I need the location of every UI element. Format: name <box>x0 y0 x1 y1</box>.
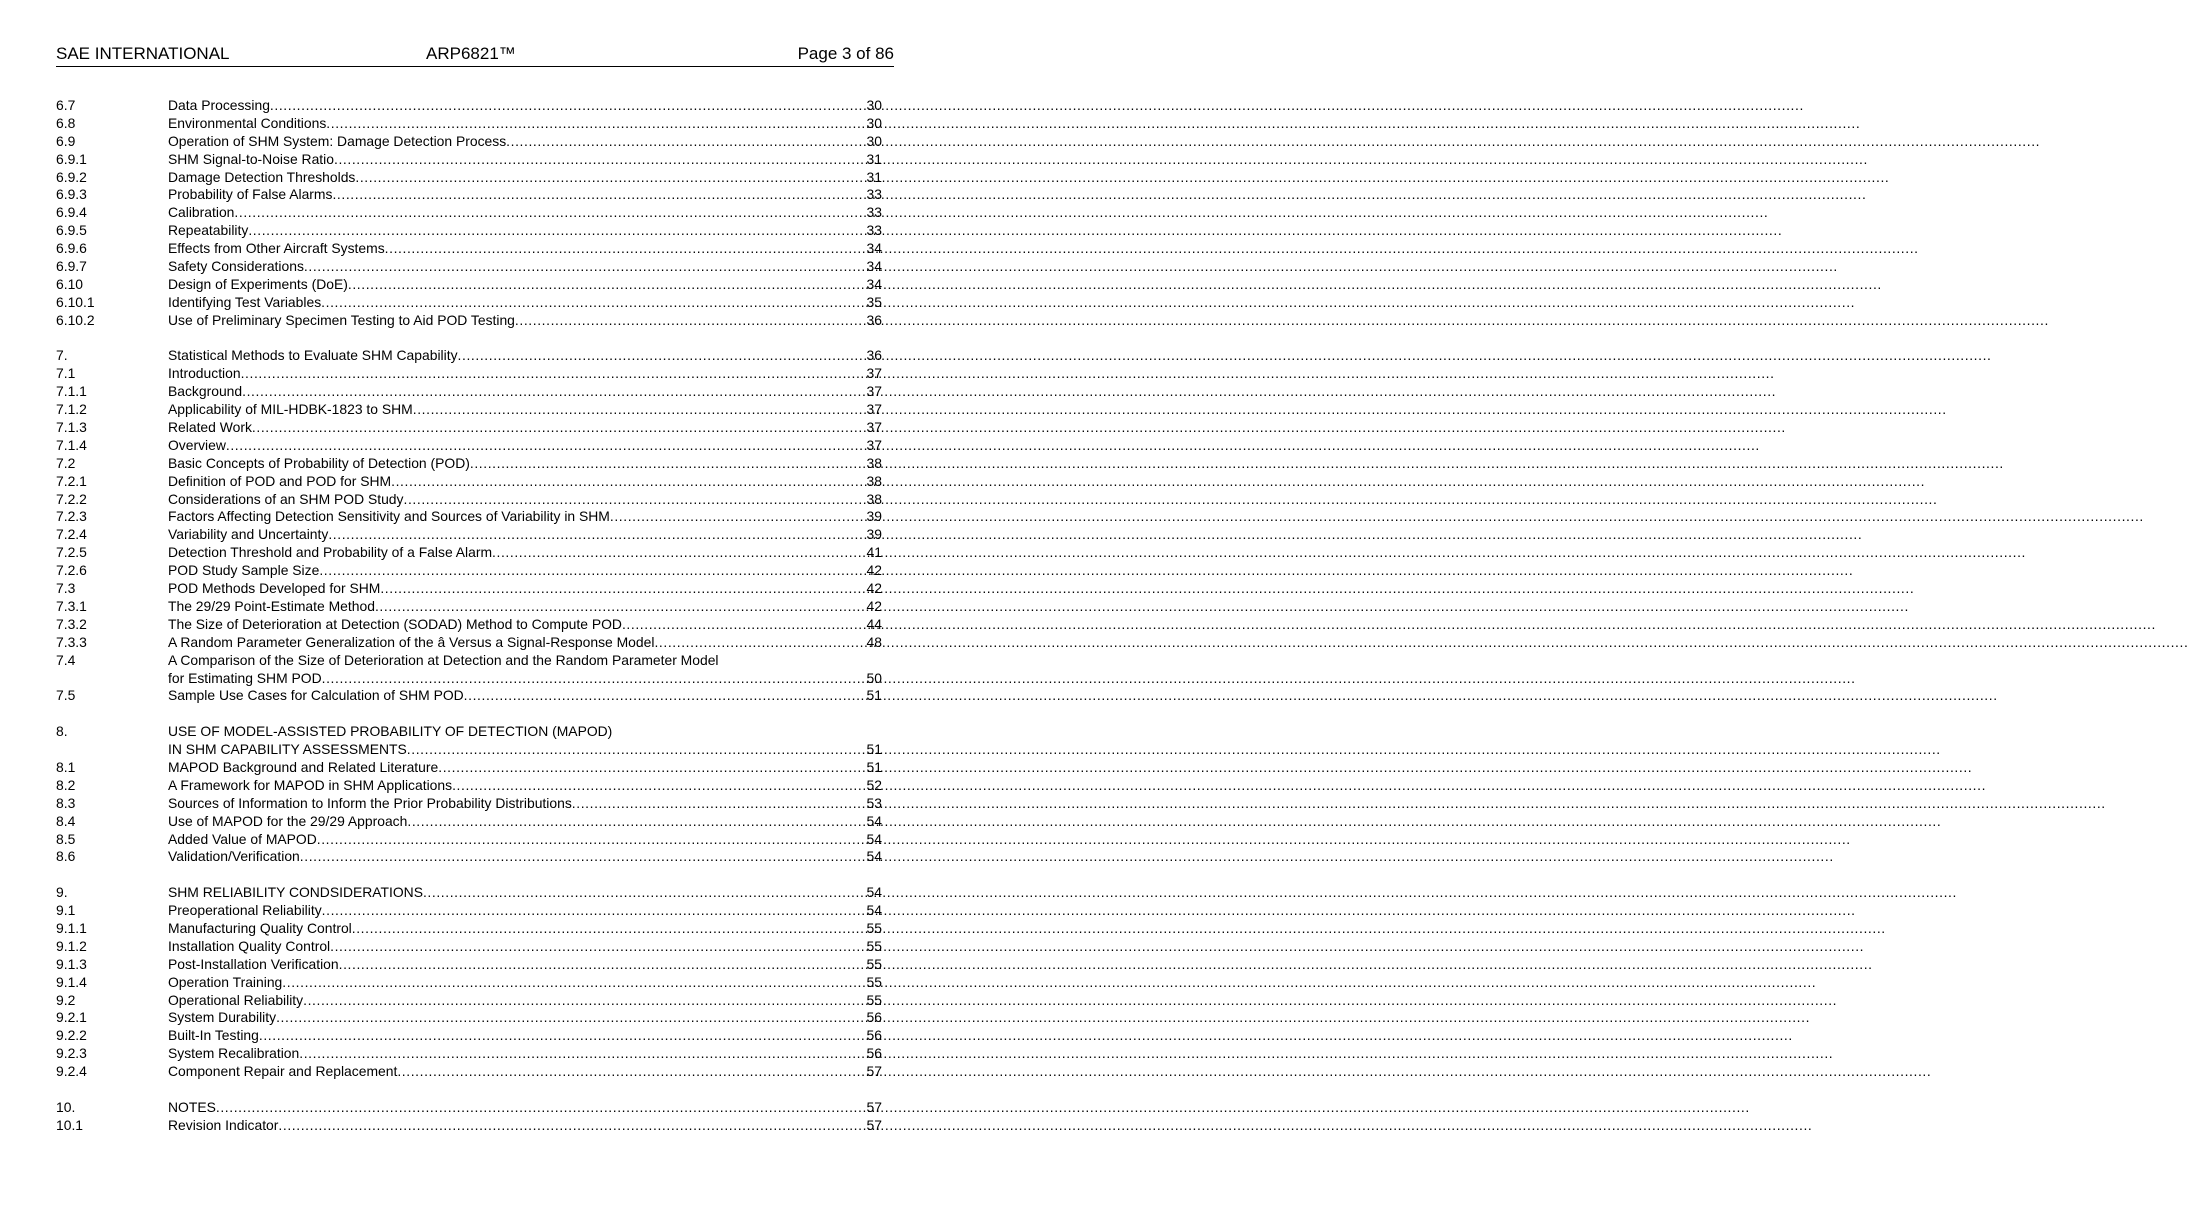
toc-entry[interactable] <box>56 133 882 151</box>
section-title: Considerations of an SHM POD Study <box>168 490 404 507</box>
section-number: 7.1.2 <box>56 401 87 418</box>
page-header <box>56 44 894 67</box>
page-number: 30 <box>866 132 882 149</box>
section-title: Added Value of MAPOD <box>168 830 317 847</box>
section-number: 6.9.4 <box>56 204 87 221</box>
page-number: 38 <box>866 454 882 471</box>
section-number: 7.3 <box>56 580 76 597</box>
dot-leader <box>234 204 864 222</box>
page-number: 56 <box>866 1045 882 1062</box>
toc-entry[interactable] <box>56 473 882 491</box>
page-number: 55 <box>866 991 882 1008</box>
dot-leader <box>397 1063 864 1081</box>
section-number: 6.9 <box>56 132 76 149</box>
section-title: Applicability of MIL-HDBK-1823 to SHM <box>168 401 413 418</box>
dot-leader <box>334 151 864 169</box>
section-number: 7.2.5 <box>56 544 87 561</box>
page-number: 54 <box>866 884 882 901</box>
section-title: Detection Threshold and Probability of a False Alarm <box>168 544 493 561</box>
publisher-name: SAE INTERNATIONAL <box>56 44 230 63</box>
section-number: 7.2.3 <box>56 508 87 525</box>
page-number: 35 <box>866 293 882 310</box>
toc-entry[interactable] <box>56 938 882 956</box>
section-number: 7.3.2 <box>56 615 87 632</box>
section-number: 9.2.1 <box>56 1009 87 1026</box>
page-number: 37 <box>866 419 882 436</box>
toc-entry[interactable] <box>56 992 882 1010</box>
page-number: 34 <box>866 240 882 257</box>
toc-entry[interactable] <box>56 956 882 974</box>
toc-entry[interactable] <box>56 1009 882 1027</box>
dot-leader <box>407 741 864 759</box>
section-title: Post-Installation Verification <box>168 955 339 972</box>
section-number: 6.9.2 <box>56 168 87 185</box>
section-number: 7.2.4 <box>56 526 87 543</box>
section-title-continued: for Estimating SHM POD <box>168 669 322 686</box>
section-title: Safety Considerations <box>168 258 304 275</box>
section-title: Variability and Uncertainty <box>168 526 329 543</box>
toc-entry[interactable] <box>56 598 882 616</box>
dot-leader <box>322 670 864 688</box>
page-number: 55 <box>866 919 882 936</box>
dot-leader <box>326 115 864 133</box>
section-number: 7.1.1 <box>56 383 87 400</box>
toc-entry[interactable] <box>56 848 882 866</box>
page-number: 48 <box>866 633 882 650</box>
toc-entry[interactable] <box>56 151 882 169</box>
page-number: 31 <box>866 150 882 167</box>
dot-leader <box>403 491 864 509</box>
section-number: 9.1.4 <box>56 973 87 990</box>
page-number: 37 <box>866 365 882 382</box>
section-title: Overview <box>168 436 226 453</box>
section-title: SHM Signal-to-Noise Ratio <box>168 150 334 167</box>
toc-entry[interactable] <box>56 544 882 562</box>
section-number: 10.1 <box>56 1116 84 1133</box>
dot-leader <box>622 616 864 634</box>
dot-leader <box>303 992 864 1010</box>
page-number: 51 <box>866 687 882 704</box>
dot-leader <box>282 974 864 992</box>
dot-leader <box>380 580 864 598</box>
toc-entry[interactable] <box>56 1117 882 1135</box>
toc-entry[interactable] <box>56 312 882 330</box>
section-number: 8.5 <box>56 830 76 847</box>
toc-entry[interactable] <box>56 115 882 133</box>
dot-leader <box>515 312 864 330</box>
toc-entry[interactable] <box>56 1063 882 1081</box>
dot-leader <box>242 383 864 401</box>
toc-entry[interactable] <box>56 294 882 312</box>
section-title: Environmental Conditions <box>168 114 327 131</box>
page-number: 54 <box>866 902 882 919</box>
toc-entry[interactable] <box>56 97 882 115</box>
dot-leader <box>276 1009 864 1027</box>
page-number: 39 <box>866 526 882 543</box>
section-title: Introduction <box>168 365 241 382</box>
page-number: 37 <box>866 383 882 400</box>
section-number: 7.2.1 <box>56 472 87 489</box>
toc-entry[interactable] <box>56 616 882 634</box>
dot-leader <box>610 508 864 526</box>
page-number: 50 <box>866 669 882 686</box>
section-number: 6.10.2 <box>56 311 95 328</box>
section-number: 6.9.6 <box>56 240 87 257</box>
toc-entry[interactable] <box>56 347 882 365</box>
section-number: 9.2.4 <box>56 1063 87 1080</box>
section-title: Repeatability <box>168 222 249 239</box>
dot-leader <box>259 1027 864 1045</box>
dot-leader <box>241 365 864 383</box>
section-title: Operational Reliability <box>168 991 304 1008</box>
section-number: 7.3.3 <box>56 633 87 650</box>
section-number: 9.1.2 <box>56 937 87 954</box>
dot-leader <box>438 759 864 777</box>
toc-entry[interactable] <box>56 401 882 419</box>
section-number: 8.6 <box>56 848 76 865</box>
section-title: Validation/Verification <box>168 848 300 865</box>
section-title: A Random Parameter Generalization of the â Versus a Signal-Response Model <box>168 633 655 650</box>
section-number: 8.4 <box>56 812 76 829</box>
section-title: Revision Indicator <box>168 1116 279 1133</box>
section-title: A Comparison of the Size of Deterioration at Detection and the Random Parameter Model <box>168 651 719 668</box>
dot-leader <box>464 687 864 705</box>
dot-leader <box>492 544 864 562</box>
section-number: 9.2.2 <box>56 1027 87 1044</box>
section-title: Statistical Methods to Evaluate SHM Capability <box>168 347 458 364</box>
section-title: Preoperational Reliability <box>168 902 322 919</box>
section-number: 7. <box>56 347 68 364</box>
dot-leader <box>407 813 864 831</box>
section-number: 7.3.1 <box>56 597 87 614</box>
dot-leader <box>328 526 864 544</box>
section-number: 8.1 <box>56 758 76 775</box>
toc-entry[interactable] <box>56 419 882 437</box>
section-number: 6.7 <box>56 97 76 113</box>
page-number: 37 <box>866 401 882 418</box>
toc-entry-continuation[interactable] <box>56 741 882 759</box>
page-number: 42 <box>866 562 882 579</box>
dot-leader <box>654 634 864 652</box>
page-number: 57 <box>866 1063 882 1080</box>
section-title: MAPOD Background and Related Literature <box>168 758 439 775</box>
toc-entry[interactable] <box>56 240 882 258</box>
section-title: Effects from Other Aircraft Systems <box>168 240 385 257</box>
section-number: 6.10 <box>56 275 84 292</box>
page-number: 54 <box>866 830 882 847</box>
dot-leader <box>304 258 864 276</box>
page-number: 57 <box>866 1098 882 1115</box>
dot-leader <box>355 169 864 187</box>
toc-entry[interactable] <box>56 723 882 741</box>
section-title: Definition of POD and POD for SHM <box>168 472 392 489</box>
section-number: 6.9.3 <box>56 186 87 203</box>
toc-entry[interactable] <box>56 1027 882 1045</box>
dot-leader <box>470 455 864 473</box>
section-title: SHM RELIABILITY CONDSIDERATIONS <box>168 884 423 901</box>
toc-entry[interactable] <box>56 258 882 276</box>
toc-entry-continuation[interactable] <box>56 670 882 688</box>
dot-leader <box>317 831 864 849</box>
page-number: 56 <box>866 1027 882 1044</box>
section-title: USE OF MODEL-ASSISTED PROBABILITY OF DETECTION (MAPOD) <box>168 723 613 740</box>
section-title: Calibration <box>168 204 235 221</box>
section-number: 7.2.6 <box>56 562 87 579</box>
dot-leader <box>506 133 864 151</box>
toc-entry[interactable] <box>56 813 882 831</box>
dot-leader <box>330 938 864 956</box>
section-number: 6.9.5 <box>56 222 87 239</box>
dot-leader <box>348 276 864 294</box>
section-title: The 29/29 Point-Estimate Method <box>168 597 375 614</box>
section-number: 9.1.1 <box>56 919 87 936</box>
section-title: System Recalibration <box>168 1045 300 1062</box>
toc-entry[interactable] <box>56 383 882 401</box>
toc-entry[interactable] <box>56 634 882 652</box>
dot-leader <box>322 902 864 920</box>
section-title: Related Work <box>168 419 252 436</box>
section-number: 7.5 <box>56 687 76 704</box>
section-title: The Size of Deterioration at Detection (SODAD) Method to Compute POD <box>168 615 622 632</box>
dot-leader <box>270 97 864 115</box>
toc-entry[interactable] <box>56 222 882 240</box>
toc-entry[interactable] <box>56 759 882 777</box>
dot-leader <box>299 1045 864 1063</box>
toc-entry[interactable] <box>56 795 882 813</box>
section-title: Component Repair and Replacement <box>168 1063 398 1080</box>
dot-leader <box>248 222 864 240</box>
section-title: Basic Concepts of Probability of Detection (POD) <box>168 454 470 471</box>
dot-leader <box>413 401 864 419</box>
page-number: 51 <box>866 758 882 775</box>
table-of-contents <box>56 97 882 1135</box>
toc-entry[interactable] <box>56 169 882 187</box>
section-title: Factors Affecting Detection Sensitivity and Sources of Variability in SHM <box>168 508 610 525</box>
toc-entry[interactable] <box>56 204 882 222</box>
section-number: 6.8 <box>56 114 76 131</box>
section-number: 7.2 <box>56 454 76 471</box>
page-number: 51 <box>866 741 882 758</box>
document-number: ARP6821™ <box>426 44 516 63</box>
page-number: 55 <box>866 937 882 954</box>
page-number: 33 <box>866 204 882 221</box>
toc-entry[interactable] <box>56 580 882 598</box>
section-title: Background <box>168 383 243 400</box>
dot-leader <box>572 795 864 813</box>
page-number: 38 <box>866 490 882 507</box>
section-title: Use of MAPOD for the 29/29 Approach <box>168 812 408 829</box>
dot-leader <box>375 598 864 616</box>
page-number: 38 <box>866 472 882 489</box>
dot-leader <box>216 1099 864 1117</box>
toc-entry[interactable] <box>56 562 882 580</box>
toc-entry[interactable] <box>56 508 882 526</box>
section-title: Installation Quality Control <box>168 937 331 954</box>
section-number: 6.9.7 <box>56 258 87 275</box>
section-title: NOTES <box>168 1098 216 1115</box>
dot-leader <box>458 347 864 365</box>
toc-entry[interactable] <box>56 687 882 705</box>
page-number: 31 <box>866 168 882 185</box>
section-number: 7.1 <box>56 365 76 382</box>
page-number: 34 <box>866 258 882 275</box>
section-title: POD Methods Developed for SHM <box>168 580 381 597</box>
section-title: Probability of False Alarms <box>168 186 333 203</box>
page-number: 53 <box>866 794 882 811</box>
section-number: 7.4 <box>56 651 76 668</box>
page-number: 30 <box>866 114 882 131</box>
section-number: 8.2 <box>56 776 76 793</box>
toc-entry[interactable] <box>56 884 882 902</box>
dot-leader <box>319 562 864 580</box>
toc-entry[interactable] <box>56 777 882 795</box>
section-number: 6.10.1 <box>56 293 95 310</box>
section-number: 9.1.3 <box>56 955 87 972</box>
section-title: Manufacturing Quality Control <box>168 919 352 936</box>
section-number: 9. <box>56 884 68 901</box>
page-number: 34 <box>866 275 882 292</box>
toc-entry[interactable] <box>56 920 882 938</box>
page-number: 36 <box>866 347 882 364</box>
section-number: 6.9.1 <box>56 150 87 167</box>
toc-entry[interactable] <box>56 902 882 920</box>
section-title: System Durability <box>168 1009 277 1026</box>
section-title: Design of Experiments (DoE) <box>168 275 348 292</box>
dot-leader <box>452 777 864 795</box>
section-title: POD Study Sample Size <box>168 562 320 579</box>
page-number: 30 <box>866 97 882 113</box>
toc-entry[interactable] <box>56 365 882 383</box>
section-number: 7.1.3 <box>56 419 87 436</box>
dot-leader <box>352 920 864 938</box>
section-number: 8. <box>56 723 68 740</box>
dot-leader <box>300 848 864 866</box>
section-number: 8.3 <box>56 794 76 811</box>
section-title: Operation of SHM System: Damage Detection Process <box>168 132 507 149</box>
section-title: Damage Detection Thresholds <box>168 168 356 185</box>
dot-leader <box>385 240 864 258</box>
page-number: 42 <box>866 580 882 597</box>
section-title: Sources of Information to Inform the Prior Probability Distributions <box>168 794 572 811</box>
dot-leader <box>321 294 864 312</box>
page-number: 56 <box>866 1009 882 1026</box>
page-number: 41 <box>866 544 882 561</box>
section-title: Use of Preliminary Specimen Testing to Aid POD Testing <box>168 311 515 328</box>
toc-entry[interactable] <box>56 652 882 670</box>
page-number: 57 <box>866 1116 882 1133</box>
dot-leader <box>423 884 864 902</box>
toc-entry[interactable] <box>56 437 882 455</box>
page-number: 54 <box>866 812 882 829</box>
section-number: 7.1.4 <box>56 436 87 453</box>
page-number: 36 <box>866 311 882 328</box>
page-number: 54 <box>866 848 882 865</box>
section-title: Sample Use Cases for Calculation of SHM POD <box>168 687 464 704</box>
page-number: 37 <box>866 436 882 453</box>
toc-entry[interactable] <box>56 526 882 544</box>
toc-entry[interactable] <box>56 831 882 849</box>
page-number: 55 <box>866 955 882 972</box>
toc-entry[interactable] <box>56 1045 882 1063</box>
page-number: 44 <box>866 615 882 632</box>
dot-leader <box>332 186 864 204</box>
section-title: A Framework for MAPOD in SHM Applications <box>168 776 453 793</box>
page-number: 42 <box>866 597 882 614</box>
toc-entry[interactable] <box>56 974 882 992</box>
toc-entry[interactable] <box>56 276 882 294</box>
dot-leader <box>391 473 864 491</box>
page-number: 33 <box>866 186 882 203</box>
page-number: 39 <box>866 508 882 525</box>
page-number: 33 <box>866 222 882 239</box>
section-number: 10. <box>56 1098 76 1115</box>
section-title-continued: IN SHM CAPABILITY ASSESSMENTS <box>168 741 407 758</box>
section-number: 9.2.3 <box>56 1045 87 1062</box>
page-number: 52 <box>866 776 882 793</box>
section-title: Built-In Testing <box>168 1027 259 1044</box>
toc-entry[interactable] <box>56 455 882 473</box>
dot-leader <box>278 1117 864 1135</box>
page-indicator: Page 3 of 86 <box>797 44 894 63</box>
toc-entry[interactable] <box>56 186 882 204</box>
section-number: 7.2.2 <box>56 490 87 507</box>
section-number: 9.1 <box>56 902 76 919</box>
dot-leader <box>252 419 864 437</box>
section-title: Identifying Test Variables <box>168 293 322 310</box>
page-number: 55 <box>866 973 882 990</box>
section-title: Operation Training <box>168 973 283 990</box>
section-number: 9.2 <box>56 991 76 1008</box>
section-title: Data Processing <box>168 97 270 113</box>
dot-leader <box>226 437 864 455</box>
toc-entry[interactable] <box>56 491 882 509</box>
toc-entry[interactable] <box>56 1099 882 1117</box>
dot-leader <box>339 956 864 974</box>
